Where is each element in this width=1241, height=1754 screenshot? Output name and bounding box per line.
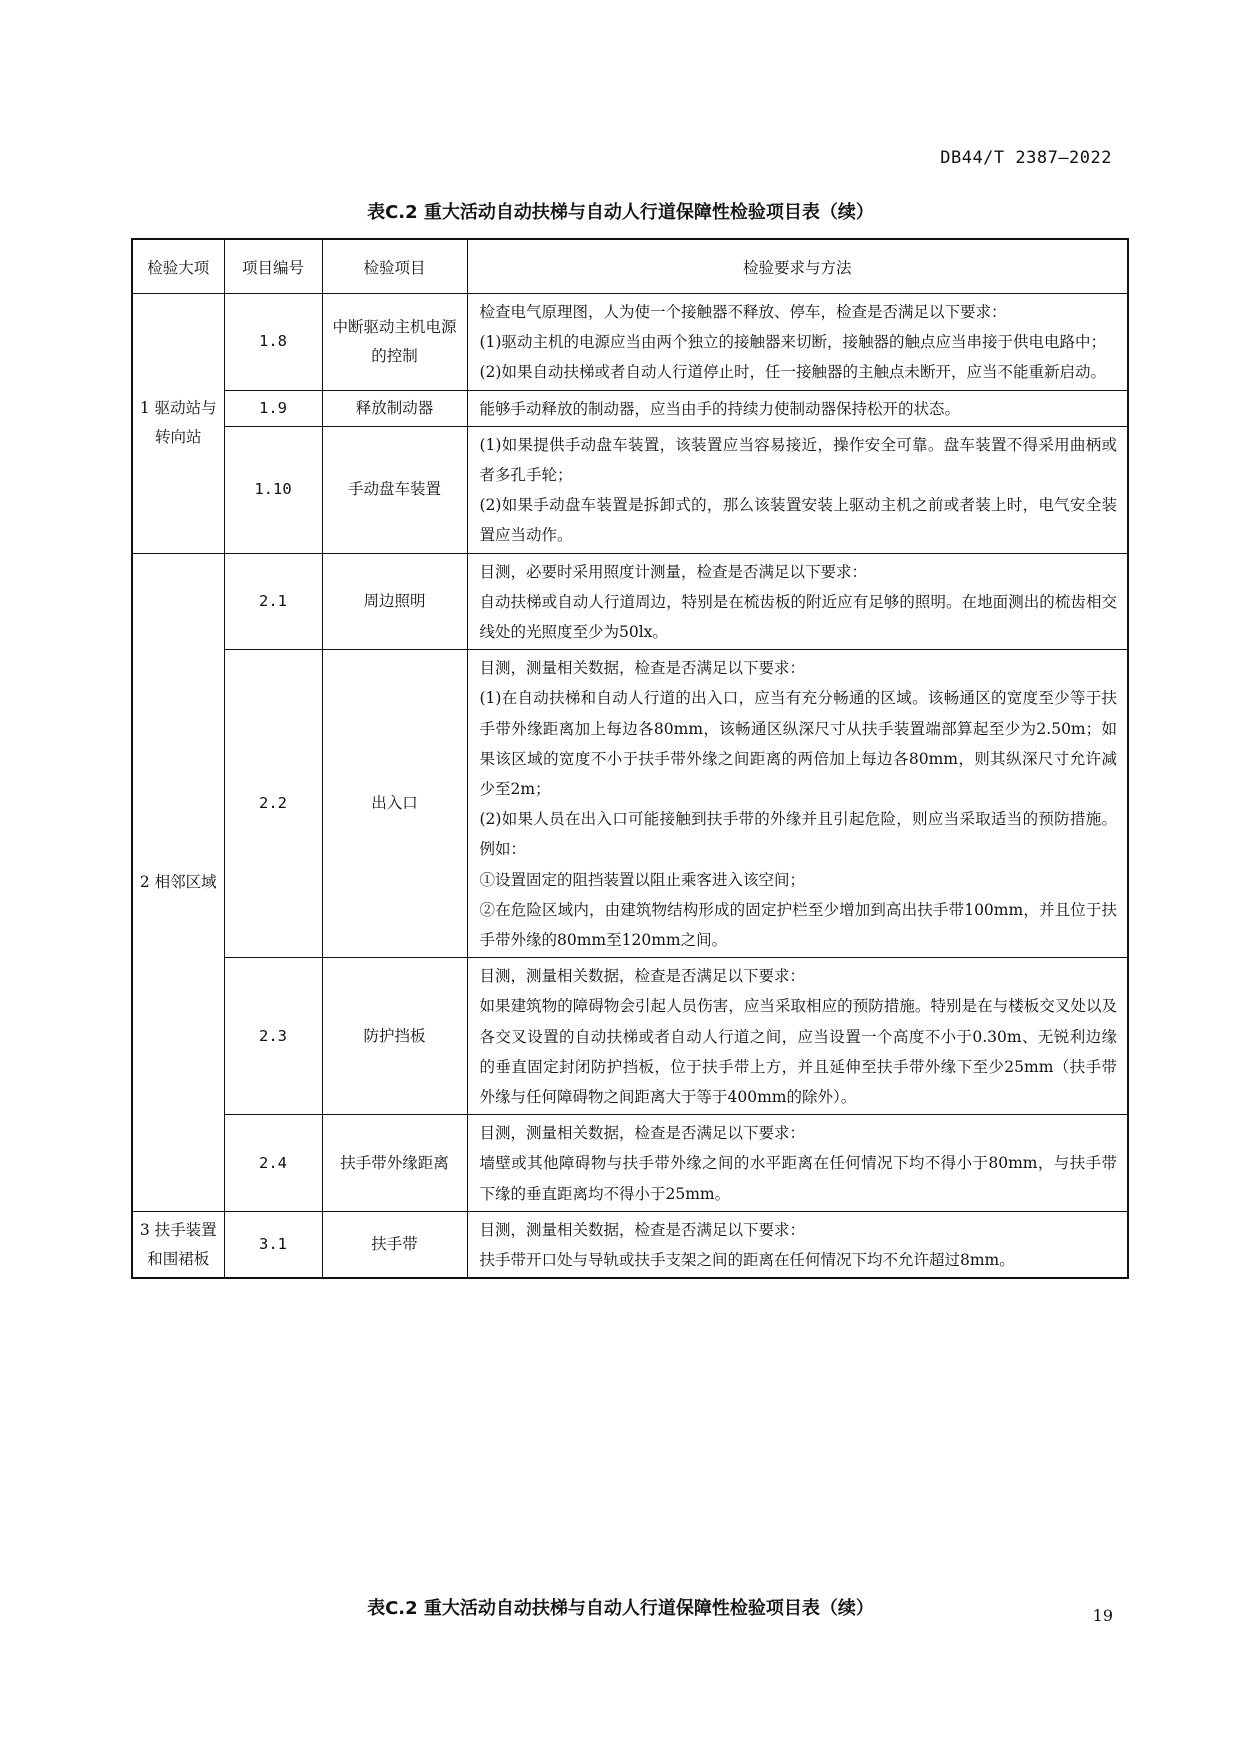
requirement-line: 墙壁或其他障碍物与扶手带外缘之间的水平距离在任何情况下均不得小于80mm，与扶手带下缘的垂直距离均不得小于25mm。: [479, 1154, 1117, 1203]
requirement-line: 目测，测量相关数据，检查是否满足以下要求：: [479, 659, 806, 678]
header-code: 项目编号: [224, 239, 322, 294]
code-cell: 2.4: [224, 1115, 322, 1212]
category-cell: 2 相邻区域: [132, 553, 224, 1211]
requirement-line: ①设置固定的阻挡装置以阻止乘客进入该空间；: [479, 870, 806, 889]
requirements-cell: [467, 553, 1128, 650]
requirements-cell: [467, 958, 1128, 1115]
requirement-line: 目测，测量相关数据，检查是否满足以下要求：: [479, 1124, 806, 1143]
code-cell: 2.3: [224, 958, 322, 1115]
item-cell: 扶手带: [322, 1211, 467, 1278]
category-cell: 1 驱动站与转向站: [132, 294, 224, 554]
item-cell: 释放制动器: [322, 390, 467, 426]
requirements-cell: [467, 650, 1128, 958]
header-item: 检验项目: [322, 239, 467, 294]
table-header-row: [132, 239, 1128, 294]
code-cell: 2.2: [224, 650, 322, 958]
requirements-cell: [467, 1115, 1128, 1212]
table-caption: 表C.2 重大活动自动扶梯与自动人行道保障性检验项目表（续）: [367, 202, 874, 223]
item-cell: 手动盘车装置: [322, 426, 467, 553]
requirements-cell: [467, 426, 1128, 553]
table-row: [132, 390, 1128, 426]
requirement-line: (2)如果自动扶梯或者自动人行道停止时，任一接触器的主触点未断开，应当不能重新启动。: [479, 363, 1106, 382]
table-row: [132, 1115, 1128, 1212]
requirements-cell: [467, 294, 1128, 391]
requirement-line: (2)如果手动盘车装置是拆卸式的，那么该装置安装上驱动主机之前或者装上时，电气安全装置应当动作。: [479, 496, 1117, 545]
code-cell: 2.1: [224, 553, 322, 650]
requirement-line: 如果建筑物的障碍物会引起人员伤害，应当采取相应的预防措施。特别是在与楼板交叉处以及各交叉设置的自动扶梯或者自动人行道之间，应当设置一个高度不小于0.30m、无锐利边缘的垂直固定封闭防护挡板，位于扶手带上方，并且延伸至扶手带外缘下至少25mm（扶手带外缘与任何障碍物之间距离大于等于400mm的除外）。: [479, 997, 1117, 1107]
requirement-line: ②在危险区域内，由建筑物结构形成的固定护栏至少增加到高出扶手带100mm，并且位于扶手带外缘的80mm至120mm之间。: [479, 900, 1117, 950]
document-number: DB44/T 2387—2022: [940, 148, 1112, 168]
code-cell: 1.9: [224, 390, 322, 426]
item-cell: 防护挡板: [322, 958, 467, 1115]
requirement-line: 目测，必要时采用照度计测量，检查是否满足以下要求：: [479, 562, 868, 581]
code-cell: 1.8: [224, 294, 322, 391]
category-cell: 3 扶手装置和围裙板: [132, 1211, 224, 1278]
table-row: [132, 1211, 1128, 1278]
code-cell: 1.10: [224, 426, 322, 553]
inspection-table: [131, 238, 1129, 1279]
requirement-line: 能够手动释放的制动器，应当由手的持续力使制动器保持松开的状态。: [479, 399, 961, 418]
requirement-line: 检查电气原理图，人为使一个接触器不释放、停车，检查是否满足以下要求：: [479, 303, 1007, 321]
header-requirements: 检验要求与方法: [467, 239, 1128, 294]
requirement-line: 目测，测量相关数据，检查是否满足以下要求：: [479, 1220, 806, 1239]
requirement-line: (1)如果提供手动盘车装置，该装置应当容易接近，操作安全可靠。盘车装置不得采用曲柄或者多孔手轮；: [479, 435, 1117, 485]
requirement-line: (2)如果人员在出入口可能接触到扶手带的外缘并且引起危险，则应当采取适当的预防措施。例如：: [479, 810, 1117, 859]
page-number: 19: [1092, 1606, 1113, 1625]
header-category: 检验大项: [132, 239, 224, 294]
requirement-line: (1)驱动主机的电源应当由两个独立的接触器来切断，接触器的触点应当串接于供电电路中；: [479, 333, 1106, 352]
item-cell: 中断驱动主机电源的控制: [322, 294, 467, 391]
requirement-line: 扶手带开口处与导轨或扶手支架之间的距离在任何情况下均不允许超过8mm。: [479, 1251, 1015, 1270]
table-row: [132, 294, 1128, 391]
requirements-cell: [467, 1211, 1128, 1278]
table-row: [132, 958, 1128, 1115]
code-cell: 3.1: [224, 1211, 322, 1278]
item-cell: 出入口: [322, 650, 467, 958]
requirements-cell: [467, 390, 1128, 426]
table-row: [132, 426, 1128, 553]
table-row: [132, 553, 1128, 650]
item-cell: 扶手带外缘距离: [322, 1115, 467, 1212]
table-row: [132, 650, 1128, 958]
requirement-line: 目测，测量相关数据，检查是否满足以下要求：: [479, 967, 806, 986]
requirement-line: 自动扶梯或自动人行道周边，特别是在梳齿板的附近应有足够的照明。在地面测出的梳齿相交线处的光照度至少为50lx。: [479, 592, 1117, 642]
footer-caption: 表C.2 重大活动自动扶梯与自动人行道保障性检验项目表（续）: [367, 1598, 874, 1619]
item-cell: 周边照明: [322, 553, 467, 650]
requirement-line: (1)在自动扶梯和自动人行道的出入口，应当有充分畅通的区域。该畅通区的宽度至少等于扶手带外缘距离加上每边各80mm，该畅通区纵深尺寸从扶手装置端部算起至少为2.50m；如果该区域的宽度不小于扶手带外缘之间距离的两倍加上每边各80mm，则其纵深尺寸允许减少至2m；: [479, 689, 1117, 799]
